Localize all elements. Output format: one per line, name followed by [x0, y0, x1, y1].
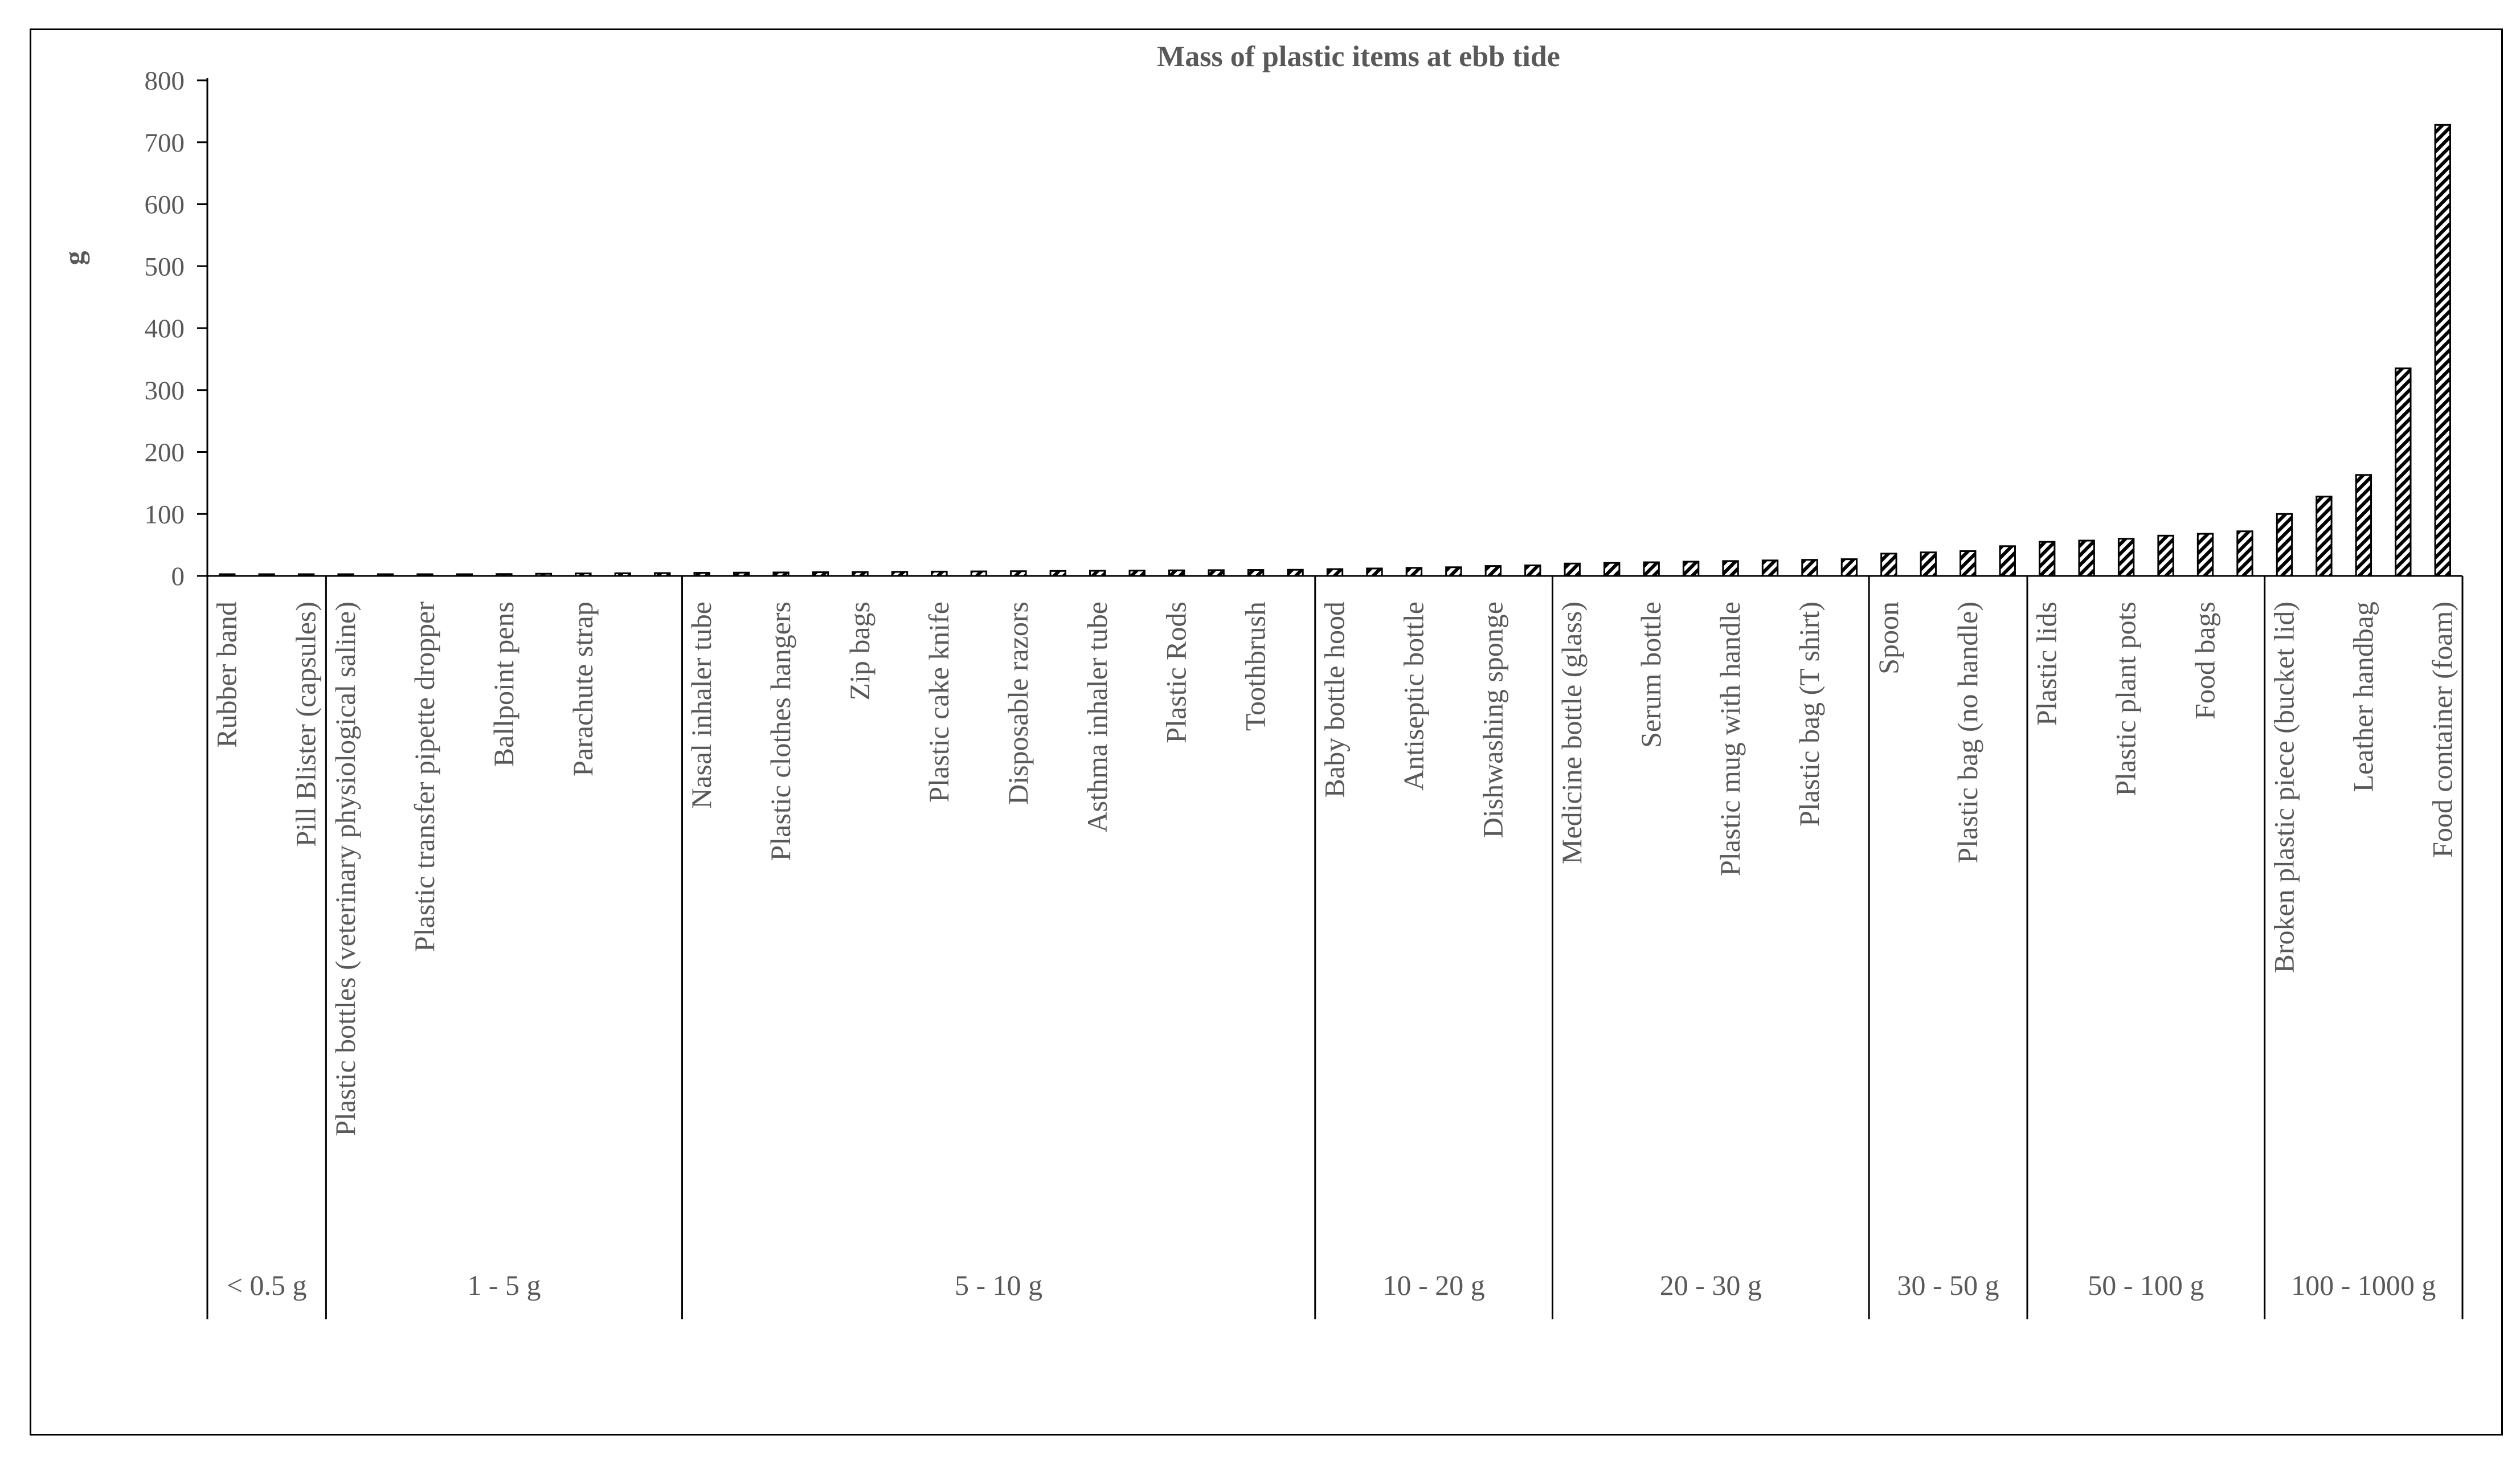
- bar: [813, 572, 828, 576]
- y-tick-label: 700: [144, 128, 185, 158]
- bar: [536, 574, 551, 576]
- x-tick-label: Broken plastic piece (bucket lid): [2268, 602, 2300, 974]
- x-tick-label: Antiseptic bottle: [1397, 602, 1430, 791]
- group-label: 50 - 100 g: [2088, 1269, 2204, 1301]
- chart-frame: [30, 28, 2503, 1436]
- bar: [576, 574, 591, 576]
- bar: [1921, 553, 1936, 576]
- bar: [1446, 567, 1461, 576]
- bar: [2396, 369, 2411, 576]
- x-tick-label: Plastic bag (T shirt): [1793, 602, 1825, 827]
- bar: [220, 574, 235, 576]
- bar: [1327, 569, 1342, 576]
- group-label: 30 - 50 g: [1897, 1269, 1999, 1301]
- bar: [2435, 125, 2450, 576]
- bar: [1050, 571, 1065, 576]
- y-tick-label: 300: [144, 375, 185, 406]
- y-tick-label: 0: [171, 562, 185, 591]
- bar: [1842, 559, 1856, 576]
- x-tick-label: Dishwashing sponge: [1476, 602, 1509, 839]
- bar: [338, 574, 353, 576]
- x-tick-label: Toothbrush: [1239, 602, 1271, 731]
- x-tick-label: Plastic Rods: [1160, 602, 1192, 743]
- bar: [2237, 531, 2252, 576]
- x-tick-label: Plastic bottles (veterinary physiological saline): [329, 602, 362, 1136]
- bar: [259, 574, 274, 576]
- x-tick-label: Asthma inhaler tube: [1081, 602, 1113, 833]
- x-tick-label: Spoon: [1872, 602, 1904, 674]
- bar: [932, 571, 947, 576]
- x-axis-labels: [211, 602, 2458, 1136]
- bar: [2356, 475, 2371, 576]
- x-tick-label: Zip bags: [844, 602, 876, 701]
- bar: [615, 573, 630, 576]
- bar: [2158, 535, 2173, 576]
- group-label: 10 - 20 g: [1382, 1269, 1485, 1301]
- x-tick-label: Plastic lids: [2030, 602, 2063, 726]
- bar: [1406, 568, 1421, 576]
- bar: [1288, 570, 1303, 576]
- bar: [2079, 541, 2094, 576]
- x-tick-label: Disposable razors: [1001, 602, 1034, 805]
- group-label: < 0.5 g: [226, 1269, 307, 1301]
- bar: [1248, 570, 1263, 576]
- y-tick-label: 100: [144, 500, 185, 530]
- bar: [1011, 571, 1026, 576]
- bar: [734, 572, 748, 576]
- bars: [220, 125, 2451, 576]
- bar: [1762, 561, 1777, 576]
- bar: [2000, 546, 2015, 576]
- bar: [2198, 534, 2212, 576]
- x-tick-label: Plastic cake knife: [922, 602, 955, 803]
- bar: [655, 573, 670, 576]
- bar: [1881, 554, 1896, 576]
- bar: [774, 572, 788, 576]
- bar: [1961, 551, 1975, 576]
- x-tick-label: Nasal inhaler tube: [685, 602, 718, 809]
- bar: [853, 572, 868, 576]
- bar: [418, 574, 432, 576]
- bar: [1130, 571, 1144, 576]
- x-tick-label: Plastic clothes hangers: [764, 602, 797, 861]
- x-tick-label: Plastic bag (no handle): [1951, 602, 1983, 864]
- y-tick-label: 500: [144, 252, 185, 282]
- x-tick-label: Serum bottle: [1635, 602, 1667, 748]
- bar: [1604, 563, 1619, 576]
- x-tick-label: Plastic mug with handle: [1714, 602, 1746, 876]
- x-tick-label: Parachute strap: [566, 602, 599, 776]
- bar: [1802, 560, 1817, 576]
- group-label: 1 - 5 g: [467, 1269, 541, 1301]
- x-tick-label: Food bags: [2188, 602, 2221, 719]
- bar-chart: [31, 30, 2501, 1434]
- x-tick-label: Baby bottle hood: [1318, 602, 1351, 798]
- bar: [1525, 566, 1540, 576]
- bar: [971, 571, 986, 576]
- y-tick-label: 600: [144, 190, 185, 220]
- x-tick-label: Leather handbag: [2347, 602, 2379, 792]
- x-tick-label: Ballpoint pens: [487, 602, 519, 767]
- y-tick-label: 400: [144, 314, 185, 343]
- bar: [1565, 563, 1580, 576]
- bar: [694, 573, 709, 576]
- x-tick-label: Food container (foam): [2426, 602, 2458, 858]
- y-axis-label-group: [58, 251, 90, 265]
- chart-title: Mass of plastic items at ebb tide: [1157, 40, 1560, 73]
- bar: [1723, 561, 1738, 576]
- bar: [1683, 562, 1698, 576]
- x-tick-label: Pill Blister (capsules): [289, 602, 322, 847]
- x-tick-label: Plastic transfer pipette dropper: [408, 602, 441, 952]
- bar: [2118, 539, 2133, 576]
- bar: [892, 572, 907, 576]
- group-label: 20 - 30 g: [1659, 1269, 1762, 1301]
- bar: [1090, 571, 1105, 576]
- bar: [1169, 570, 1184, 576]
- x-tick-label: Medicine bottle (glass): [1556, 602, 1588, 864]
- y-axis: [145, 66, 2463, 591]
- group-label: 100 - 1000 g: [2291, 1269, 2436, 1301]
- bar: [457, 574, 472, 576]
- bar: [2317, 497, 2331, 576]
- bar: [497, 574, 512, 576]
- bar: [2277, 514, 2292, 576]
- y-axis-label: g: [58, 251, 90, 265]
- bar: [378, 574, 392, 576]
- x-tick-label: Plastic plant pots: [2109, 602, 2142, 796]
- bar: [1644, 562, 1659, 576]
- bar: [1367, 569, 1382, 576]
- bar: [2040, 542, 2055, 576]
- bar: [1486, 566, 1500, 576]
- bar: [298, 574, 313, 576]
- bar: [1209, 570, 1224, 576]
- group-label: 5 - 10 g: [955, 1269, 1043, 1301]
- x-tick-label: Rubber band: [210, 602, 243, 748]
- y-tick-label: 800: [144, 66, 185, 96]
- y-tick-label: 200: [144, 437, 185, 468]
